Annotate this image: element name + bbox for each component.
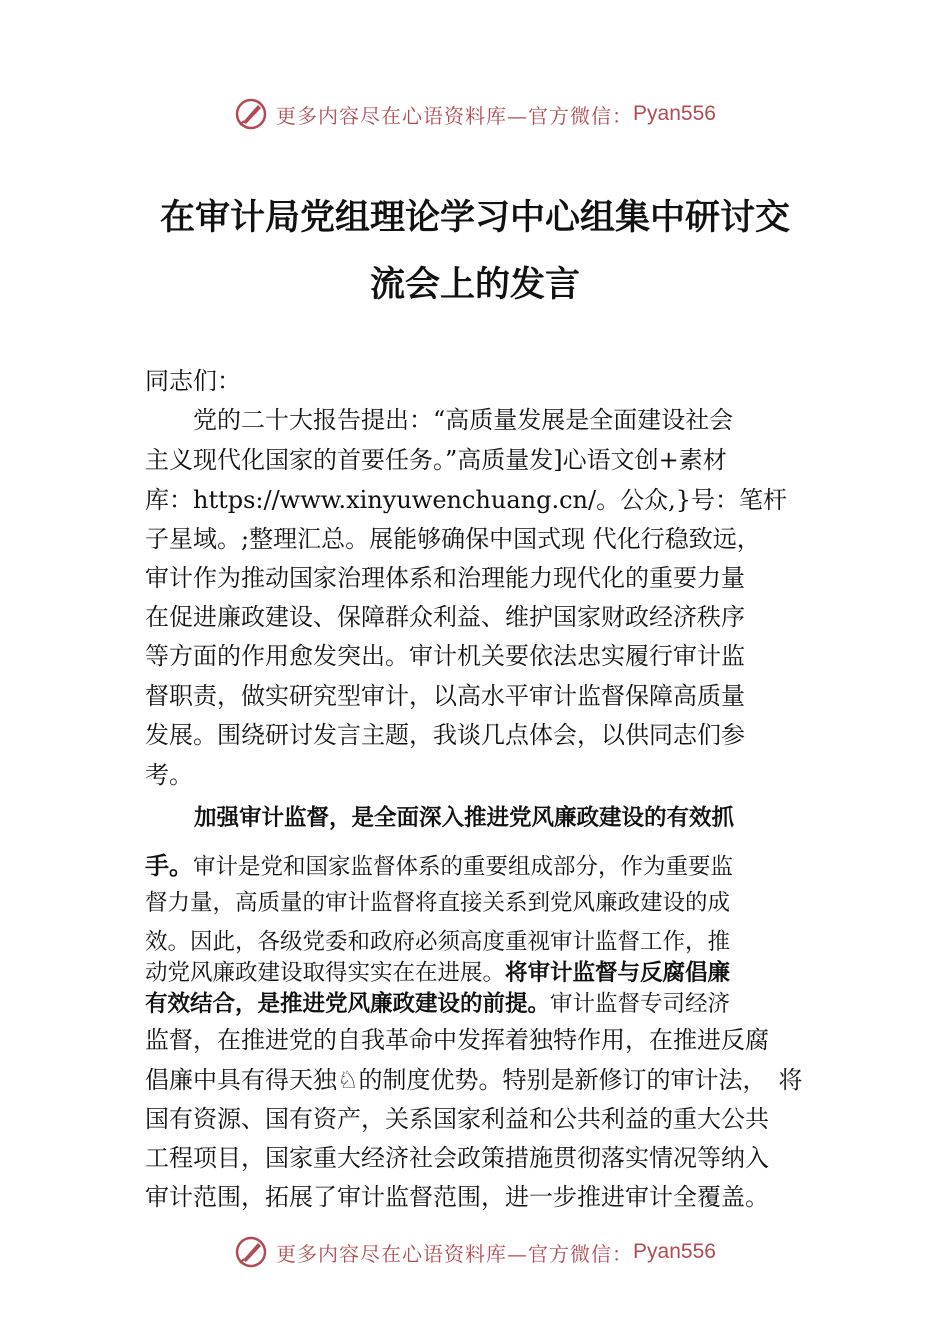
bold-statement: 将审计监督与反腐倡廉: [505, 960, 731, 986]
page-title-line-1: 在审计局党组理论学习中心组集中研讨交: [159, 197, 790, 238]
banner-text: 更多内容尽在心语资料库—官方微信：: [276, 1241, 634, 1266]
paragraph-line: 倡廉中具有得天独♘的制度优势。特别是新修订的审计法， 将: [145, 1066, 803, 1094]
paragraph-line: 审计作为推动国家治理体系和治理能力现代化的重要力量: [145, 564, 745, 592]
paragraph-text: 动党风廉政建设取得实实在在进展。: [145, 960, 506, 986]
paragraph-line: 等方面的作用愈发突出。审计机关要依法忠实履行审计监: [145, 642, 745, 670]
greeting: 同志们：: [145, 367, 241, 395]
paragraph-line: 子星域。;整理汇总。展能够确保中国式现 代化行稳致远，: [145, 525, 761, 553]
paragraph-line: 督力量，高质量的审计监督将直接关系到党风廉政建设的成: [145, 890, 731, 916]
bold-statement: 有效结合，是推进党风廉政建设的前提。: [145, 991, 551, 1017]
paragraph-line: 国有资源、国有资产，关系国家利益和公共利益的重大公共: [145, 1105, 769, 1133]
paragraph-line: 主义现代化国家的首要任务。”高质量发]心语文创+素材: [145, 446, 727, 474]
paragraph-line: 督职责，做实研究型审计，以高水平审计监督保障高质量: [145, 682, 745, 710]
paragraph-line: 库：https://www.xinyuwenchuang.cn/。公众,}号：笔杆: [145, 486, 787, 514]
section-heading: 加强审计监督，是全面深入推进党风廉政建设的有效抓: [194, 805, 735, 831]
paragraph-line: [145, 846, 733, 881]
paragraph-text: 审计是党和国家监督体系的重要组成部分，作为重要监: [193, 854, 734, 880]
heading-tail: 手。: [145, 852, 193, 880]
footer-banner: [0, 1232, 950, 1272]
banner-wechat-id: Pyan556: [633, 1240, 716, 1263]
paragraph-line: 在促进廉政建设、保障群众利益、维护国家财政经济秩序: [145, 603, 745, 631]
paragraph-line: 工程项目，国家重大经济社会政策措施贯彻落实情况等纳入: [145, 1144, 769, 1172]
paragraph-line: 效。因此，各级党委和政府必须高度重视审计监督工作，推: [145, 929, 731, 955]
paragraph-text: 审计监督专司经济: [550, 991, 731, 1017]
paragraph-line: 审计范围，拓展了审计监督范围，进一步推进审计全覆盖。: [145, 1183, 769, 1211]
paragraph-line: [145, 986, 730, 1018]
paragraph-line: 党的二十大报告提出：“高质量发展是全面建设社会: [145, 406, 734, 434]
quill-pen-icon: [234, 97, 268, 131]
quill-pen-icon: [234, 1235, 268, 1269]
paragraph-line: 考。: [145, 761, 193, 789]
paragraph-line: 监督，在推进党的自我革命中发挥着独特作用，在推进反腐: [145, 1026, 769, 1054]
header-banner: [0, 94, 950, 134]
paragraph-line: [145, 955, 730, 987]
banner-text: 更多内容尽在心语资料库—官方微信：: [276, 103, 634, 128]
page-title-line-2: 流会上的发言: [369, 264, 580, 305]
banner-wechat-id: Pyan556: [633, 102, 716, 125]
paragraph-line: 发展。围绕研讨发言主题，我谈几点体会，以供同志们参: [145, 721, 745, 749]
